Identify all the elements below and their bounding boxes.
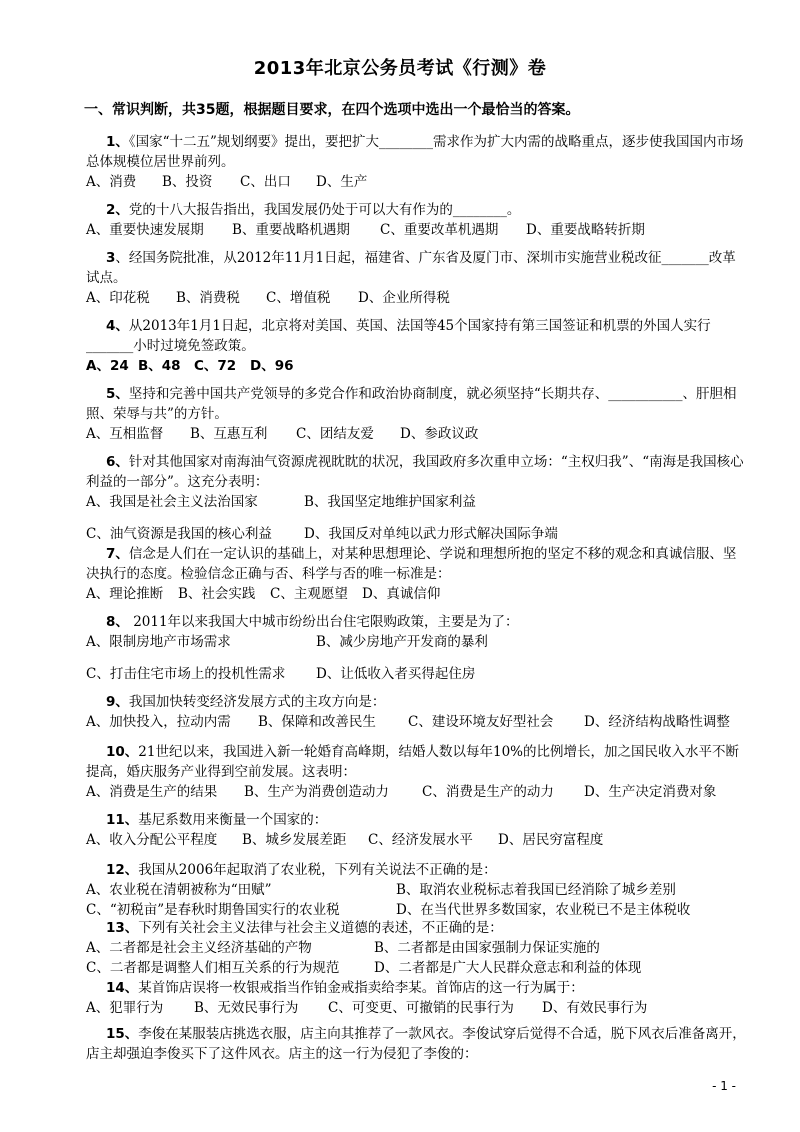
options [86, 782, 746, 802]
question-number: 15、 [106, 1026, 139, 1042]
question-number: 10、 [106, 744, 139, 760]
option-c: C、“初税亩”是春秋时期鲁国实行的农业税 [86, 902, 340, 918]
question-number: 14、 [106, 980, 139, 996]
option-b: B、减少房地产开发商的暴利 [316, 634, 488, 650]
options [86, 830, 746, 850]
question-stem: 下列有关社会主义法律与社会主义道德的表述，不正确的是： [138, 920, 503, 936]
option-b: B、取消农业税标志着我国已经消除了城乡差别 [396, 882, 676, 898]
question-10 [86, 742, 746, 802]
option-d: D、参政议政 [400, 426, 479, 442]
question-stem: 信念是人们在一定认识的基础上，对某种思想理论、学说和理想所抱的坚定不移的观念和真诚信服、坚决执行的态度。检验信念正确与否、科学与否的唯一标准是： [86, 546, 737, 582]
option-b: B、二者都是由国家强制力保证实施的 [374, 940, 600, 956]
options-row-1 [86, 938, 746, 958]
options-row-1 [86, 880, 746, 900]
question-stem: 我国加快转变经济发展方式的主攻方向是： [128, 694, 386, 710]
options [86, 220, 746, 240]
options [86, 424, 746, 444]
option-a: A、犯罪行为 [86, 1000, 164, 1016]
option-c: C、出口 [240, 174, 291, 190]
option-a: A、理论推断 [86, 586, 164, 602]
question-stem: 李俊在某服装店挑选衣服，店主向其推荐了一款风衣。李俊试穿后觉得不合适，脱下风衣后准备离开，店主却强迫李俊买下了这件风衣。店主的这一行为侵犯了李俊的： [86, 1026, 746, 1062]
question-stem: 、经国务院批准，从2012年11月1日起，福建省、广东省及厦门市、深圳市实施营业税改征_______改革试点。 [86, 250, 736, 286]
options [86, 998, 746, 1018]
options [86, 712, 746, 732]
option-d: D、重要战略转折期 [526, 222, 645, 238]
question-2 [86, 200, 746, 240]
options-row-1 [86, 632, 746, 652]
option-d: D、生产决定消费对象 [584, 784, 717, 800]
option-d: D、在当代世界多数国家，农业税已不是主体税收 [396, 902, 691, 918]
question-number: 8、 [106, 614, 129, 630]
option-c: C、增值税 [266, 290, 331, 306]
option-a: A、消费 [86, 174, 137, 190]
option-b: B、生产为消费创造动力 [244, 784, 389, 800]
option-d: D、我国反对单纯以武力形式解决国际争端 [304, 526, 558, 542]
options-row-1 [86, 492, 746, 512]
question-5 [86, 384, 746, 444]
question-1 [86, 132, 746, 192]
option-d: D、居民穷富程度 [498, 832, 604, 848]
option-d: D、真诚信仰 [362, 586, 441, 602]
question-8 [86, 612, 746, 684]
question-stem: 《国家“十二五”规划纲要》提出，要把扩大________需求作为扩大内需的战略重点，逐步使我国国内市场总体规模位居世界前列。 [86, 134, 744, 170]
option-d: D、经济结构战略性调整 [584, 714, 730, 730]
option-d: D、96 [250, 358, 294, 374]
options [86, 584, 746, 604]
question-number: 4、 [106, 318, 129, 334]
options-row-2 [86, 664, 746, 684]
options-row-2 [86, 524, 746, 544]
question-number: 2、 [106, 202, 129, 218]
question-stem: 我国从2006年起取消了农业税，下列有关说法不正确的是： [138, 862, 497, 878]
options [86, 356, 746, 376]
question-stem: 2011年以来我国大中城市纷纷出台住宅限购政策，主要是为了： [128, 614, 519, 630]
options-row-2 [86, 958, 746, 978]
option-d: D、企业所得税 [358, 290, 450, 306]
option-c: C、可变更、可撤销的民事行为 [328, 1000, 514, 1016]
option-c: C、二者都是调整人们相互关系的行为规范 [86, 960, 340, 976]
question-number: 7、 [106, 546, 129, 562]
option-b: B、城乡发展差距 [242, 832, 347, 848]
option-b: B、重要战略机遇期 [232, 222, 350, 238]
question-14 [86, 978, 746, 1018]
question-6 [86, 452, 746, 544]
option-a: A、24 [86, 358, 129, 374]
option-b: B、消费税 [176, 290, 240, 306]
option-a: A、互相监督 [86, 426, 164, 442]
option-d: D、二者都是广大人民群众意志和利益的体现 [374, 960, 642, 976]
question-11 [86, 810, 746, 850]
question-3 [86, 248, 746, 308]
option-d: D、让低收入者买得起住房 [316, 666, 476, 682]
options [86, 172, 746, 192]
option-a: A、加快投入，拉动内需 [86, 714, 231, 730]
question-stem: 某首饰店误将一枚银戒指当作铂金戒指卖给李某。首饰店的这一行为属于： [138, 980, 584, 996]
section-heading: 一、常识判断，共35题，根据题目要求，在四个选项中选出一个最恰当的答案。 [84, 102, 580, 118]
option-c: C、经济发展水平 [368, 832, 473, 848]
question-number: 1、 [106, 134, 129, 150]
option-a: A、消费是生产的结果 [86, 784, 218, 800]
option-b: B、无效民事行为 [194, 1000, 299, 1016]
options-row-2 [86, 900, 746, 920]
question-stem: 基尼系数用来衡量一个国家的： [138, 812, 328, 828]
question-12 [86, 860, 746, 920]
question-number: 9、 [106, 694, 129, 710]
question-number: 6、 [106, 454, 129, 470]
page-number: - 1 - [712, 1079, 736, 1093]
question-number: 13、 [106, 920, 139, 936]
option-a: A、农业税在清朝被称为“田赋” [86, 882, 272, 898]
option-c: C、消费是生产的动力 [422, 784, 554, 800]
option-b: B、我国坚定地维护国家利益 [304, 494, 476, 510]
question-number: 5、 [106, 386, 129, 402]
question-15 [86, 1024, 746, 1064]
option-b: B、48 [138, 358, 181, 374]
question-9 [86, 692, 746, 732]
option-a: A、限制房地产市场需求 [86, 634, 231, 650]
option-c: C、重要改革机遇期 [380, 222, 499, 238]
option-b: B、互惠互利 [190, 426, 268, 442]
option-b: B、保障和改善民生 [258, 714, 376, 730]
option-c: C、打击住宅市场上的投机性需求 [86, 666, 286, 682]
option-a: A、二者都是社会主义经济基础的产物 [86, 940, 312, 956]
question-stem: 党的十八大报告指出，我国发展仍处于可以大有作为的________。 [128, 202, 521, 218]
option-a: A、印花税 [86, 290, 150, 306]
option-c: C、72 [194, 358, 237, 374]
option-c: C、油气资源是我国的核心利益 [86, 526, 272, 542]
option-c: C、主观愿望 [270, 586, 348, 602]
question-4 [86, 316, 746, 376]
option-b: B、投资 [162, 174, 213, 190]
options [86, 288, 746, 308]
option-a: A、重要快速发展期 [86, 222, 204, 238]
option-a: A、收入分配公平程度 [86, 832, 218, 848]
question-stem: 从2013年1月1日起，北京将对美国、英国、法国等45个国家持有第三国签证和机票的外国人实行_______小时过境免签政策。 [86, 318, 711, 354]
question-stem: 21世纪以来，我国进入新一轮婚育高峰期，结婚人数以每年10%的比例增长，加之国民收入水平不断提高，婚庆服务产业得到空前发展。这表明： [86, 744, 739, 780]
question-stem: 针对其他国家对南海油气资源虎视眈眈的状况，我国政府多次重申立场：“主权归我”、“南海是我国核心利益的一部分”。这充分表明： [86, 454, 744, 490]
question-number: 12、 [106, 862, 139, 878]
option-d: D、生产 [316, 174, 368, 190]
page-title: 2013年北京公务员考试《行测》卷 [253, 58, 547, 79]
question-stem: 坚持和完善中国共产党领导的多党合作和政治协商制度，就必须坚持“长期共存、___________、肝胆相照、荣辱与共”的方针。 [86, 386, 737, 422]
option-c: C、团结友爱 [296, 426, 374, 442]
question-13 [86, 918, 746, 978]
option-c: C、建设环境友好型社会 [408, 714, 554, 730]
question-number: 11、 [106, 812, 139, 828]
question-7 [86, 544, 746, 604]
question-number: 3 [106, 250, 116, 266]
option-a: A、我国是社会主义法治国家 [86, 494, 258, 510]
option-b: B、社会实践 [178, 586, 256, 602]
option-d: D、有效民事行为 [542, 1000, 648, 1016]
